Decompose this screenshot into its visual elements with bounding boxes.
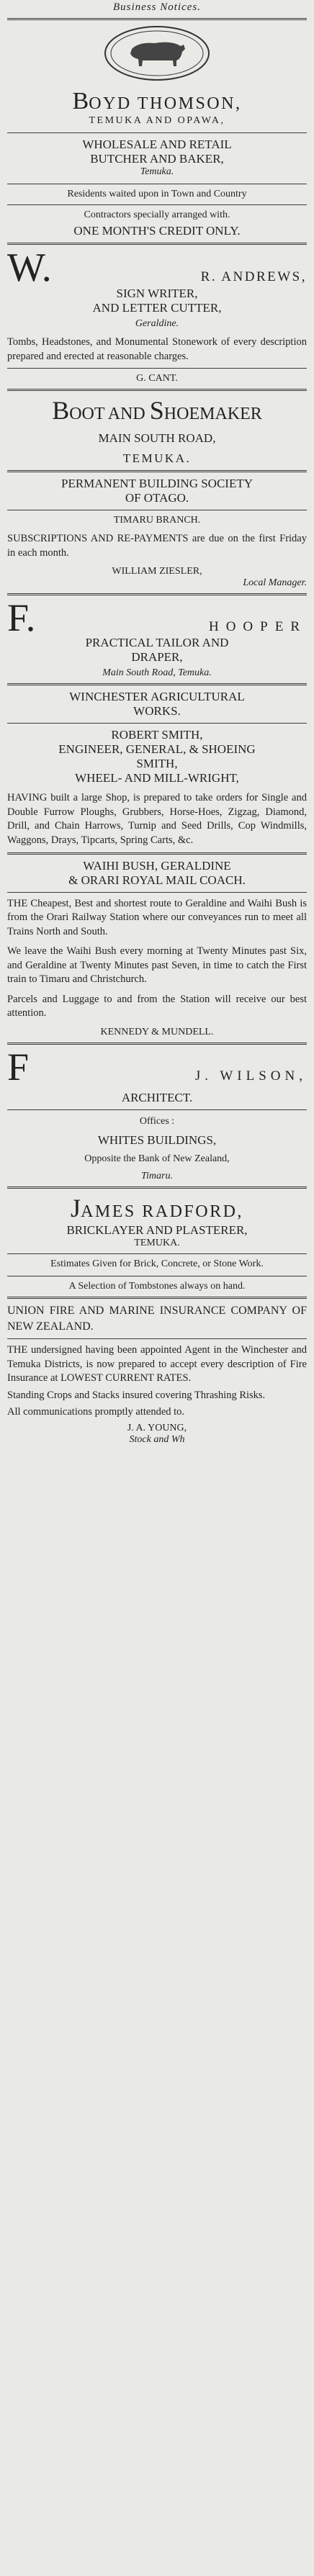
wilson-name: J. WILSON, bbox=[194, 1068, 307, 1084]
coach-line2: & ORARI ROYAL MAIL COACH. bbox=[68, 873, 246, 887]
radford-town: TEMUKA. bbox=[134, 1238, 180, 1248]
coach-text2: We leave the Waihi Bush every morning at Twenty Minutes past Six, and Geraldine at Twenty Minutes past Seven, in time to catch the First train to Timaru and Christchurch. bbox=[7, 945, 307, 986]
divider bbox=[7, 389, 307, 391]
ad-wilson bbox=[7, 1045, 307, 1182]
divider bbox=[7, 368, 307, 369]
boyd-name: BOYD THOMSON, bbox=[72, 88, 242, 114]
hooper-address: Main South Road, Temuka. bbox=[102, 667, 212, 679]
notices-page bbox=[7, 1, 307, 1446]
wilson-opposite: Opposite the Bank of New Zealand, bbox=[84, 1153, 230, 1164]
radford-trade: BRICKLAYER AND PLASTERER, bbox=[66, 1223, 248, 1237]
winchester-trade1: ENGINEER, GENERAL, & SHOEING bbox=[58, 742, 256, 757]
radford-text1: Estimates Given for Brick, Concrete, or Stone Work. bbox=[50, 1258, 264, 1269]
hooper-line2: DRAPER, bbox=[131, 650, 183, 665]
ad-bootmaker bbox=[7, 395, 307, 466]
radford-text2: A Selection of Tombstones always on hand. bbox=[68, 1281, 246, 1292]
winchester-text: HAVING built a large Shop, is prepared to take orders for Single and Double Furrow Ploughs, Grubbers, Horse-Hoes, Zigzag, Diamond, Drill, and Chain Harrows, Turnip and Seed Drills, Cop Windmills, Waggons, Drays, Tipcarts, Spring Carts, &c. bbox=[7, 792, 307, 846]
cant-name: G. CANT. bbox=[136, 373, 178, 384]
ad-hooper bbox=[7, 596, 307, 679]
boyd-location: TEMUKA AND OPAWA, bbox=[89, 115, 225, 126]
building-agent: WILLIAM ZIESLER, bbox=[112, 566, 202, 577]
insurance-sign1: J. A. YOUNG, bbox=[127, 1423, 187, 1433]
insurance-text1: THE undersigned having been appointed Agent in the Winchester and Temuka Districts, is now prepared to accept every description of Fire Insurance at LOWEST CURRENT RATES. bbox=[7, 1344, 307, 1384]
page-title: Business Notices. bbox=[113, 1, 201, 13]
andrews-line1: SIGN WRITER, bbox=[116, 287, 198, 300]
andrews-initial: W. bbox=[7, 246, 52, 290]
insurance-text2: Standing Crops and Stacks insured covering Thrashing Risks. bbox=[7, 1389, 266, 1401]
divider bbox=[7, 1109, 307, 1110]
divider bbox=[7, 683, 307, 685]
coach-line1: WAIHI BUSH, GERALDINE bbox=[83, 858, 231, 873]
ad-radford bbox=[7, 1193, 307, 1292]
wilson-building: WHITES BUILDINGS, bbox=[97, 1133, 217, 1147]
insurance-text3: All communications promptly attended to. bbox=[7, 1406, 185, 1418]
winchester-trade3: WHEEL- AND MILL-WRIGHT, bbox=[75, 771, 239, 785]
insurance-title: UNION FIRE AND MARINE INSURANCE COMPANY OF NEW ZEALAND. bbox=[7, 1305, 307, 1333]
bootmaker-title: BOOT AND SHOEMAKER bbox=[52, 396, 262, 425]
divider bbox=[7, 1297, 307, 1299]
building-line1: PERMANENT BUILDING SOCIETY bbox=[60, 477, 253, 491]
boyd-note1: Residents waited upon in Town and Country bbox=[67, 189, 247, 199]
divider bbox=[7, 1338, 307, 1339]
ad-mail-coach bbox=[7, 859, 307, 1039]
boyd-note2: Contractors specially arranged with. bbox=[84, 210, 230, 220]
ad-winchester bbox=[7, 690, 307, 847]
divider bbox=[7, 470, 307, 472]
boyd-line3: Temuka. bbox=[140, 166, 174, 177]
divider bbox=[7, 204, 307, 205]
divider bbox=[7, 243, 307, 245]
boyd-line1: WHOLESALE AND RETAIL bbox=[82, 138, 232, 151]
divider bbox=[7, 1186, 307, 1189]
ad-insurance bbox=[7, 1303, 307, 1446]
radford-name: JAMES RADFORD, bbox=[71, 1194, 243, 1222]
coach-text1: THE Cheapest, Best and shortest route to Geraldine and Waihi Bush is from the Orari Railway Station where our conveyances run to meet all Trains North and South. bbox=[7, 897, 307, 937]
divider bbox=[7, 852, 307, 855]
bull-emblem-icon bbox=[103, 24, 211, 82]
ad-building-society bbox=[7, 477, 307, 589]
divider bbox=[7, 1253, 307, 1254]
wilson-town: Timaru. bbox=[141, 1171, 173, 1181]
wilson-offices: Offices : bbox=[139, 1116, 175, 1127]
winchester-line1: WINCHESTER AGRICULTURAL bbox=[69, 690, 245, 704]
divider bbox=[7, 892, 307, 893]
hooper-line1: PRACTICAL TAILOR AND bbox=[85, 636, 229, 650]
building-text: SUBSCRIPTIONS AND RE-PAYMENTS are due on the first Friday in each month. bbox=[7, 533, 307, 559]
coach-text3: Parcels and Luggage to and from the Station will receive our best attention. bbox=[7, 993, 307, 1019]
coach-sign: KENNEDY & MUNDELL. bbox=[100, 1027, 214, 1037]
winchester-trade2: SMITH, bbox=[136, 757, 178, 771]
divider bbox=[7, 1042, 307, 1045]
divider bbox=[7, 132, 307, 133]
boyd-note3: ONE MONTH'S CREDIT ONLY. bbox=[73, 224, 241, 238]
boyd-line2: BUTCHER AND BAKER, bbox=[90, 152, 224, 166]
andrews-name: R. ANDREWS, bbox=[200, 269, 307, 284]
hooper-name: HOOPER bbox=[208, 619, 307, 635]
divider bbox=[7, 593, 307, 595]
insurance-sign2: Stock and Wh bbox=[129, 1434, 185, 1445]
building-branch: TIMARU BRANCH. bbox=[113, 515, 201, 526]
divider bbox=[7, 18, 307, 20]
wilson-title: ARCHITECT. bbox=[121, 1091, 193, 1104]
bootmaker-address: MAIN SOUTH ROAD, bbox=[98, 431, 216, 446]
hooper-initial: F. bbox=[7, 596, 36, 640]
ad-andrews bbox=[7, 246, 307, 364]
divider bbox=[7, 723, 307, 724]
andrews-line2: AND LETTER CUTTER, bbox=[92, 301, 222, 315]
bootmaker-town: TEMUKA. bbox=[122, 451, 192, 466]
building-line2: OF OTAGO. bbox=[125, 491, 189, 505]
wilson-initial: F bbox=[7, 1045, 30, 1089]
winchester-name: ROBERT SMITH, bbox=[111, 728, 203, 742]
andrews-line3: Geraldine. bbox=[135, 318, 179, 329]
ad-boyd-thomson bbox=[7, 24, 307, 238]
andrews-text: Tombs, Headstones, and Monumental Stonework of every description prepared and erected at reasonable charges. bbox=[7, 336, 307, 362]
winchester-line2: WORKS. bbox=[133, 704, 181, 719]
building-role: Local Manager. bbox=[243, 577, 307, 589]
